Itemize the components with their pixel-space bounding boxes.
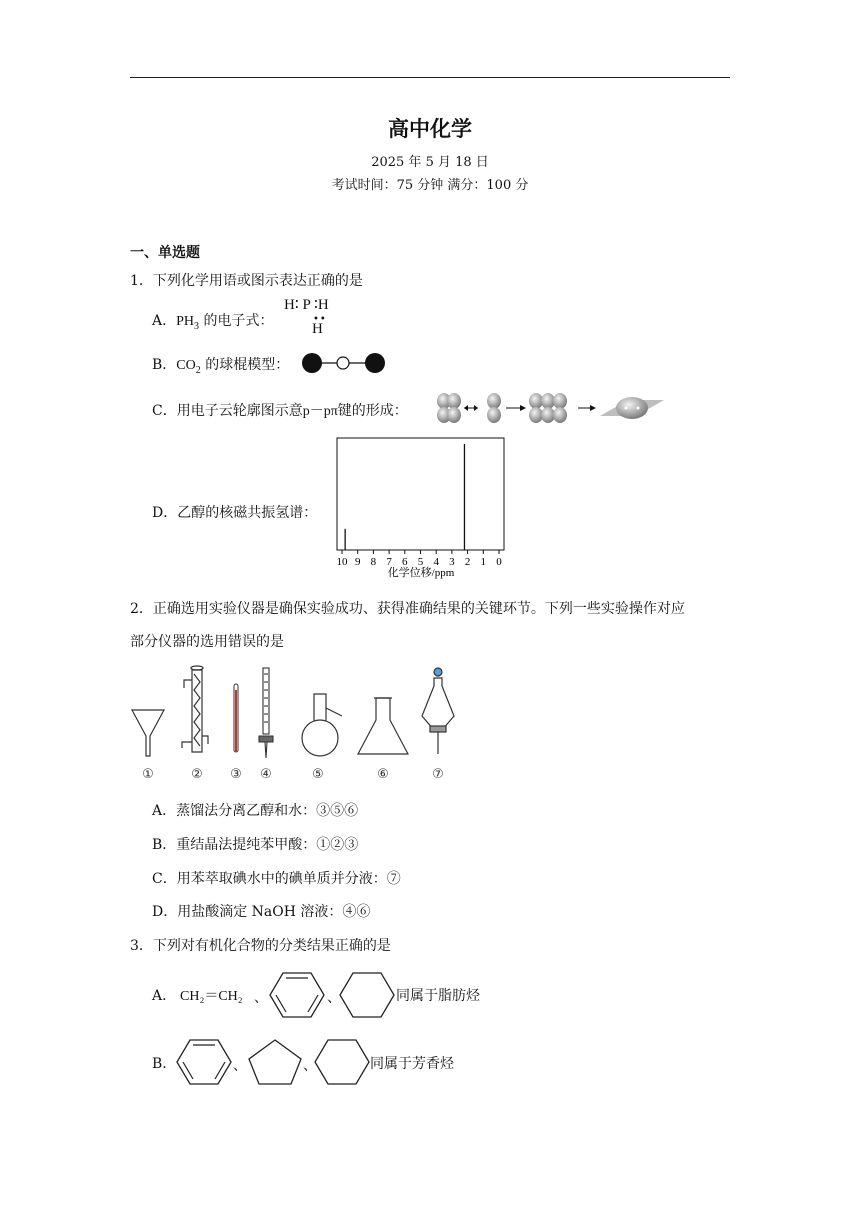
q1-b-prefix: B． — [152, 357, 177, 373]
nmr-tick-label: 6 — [402, 556, 408, 568]
cyclohexane-ring-icon — [340, 970, 396, 1020]
q1-a-prefix: A． — [152, 313, 177, 329]
q2-option-c: C．用苯萃取碘水中的碘单质并分液：⑦ — [152, 871, 401, 887]
q1-option-a — [152, 310, 273, 332]
q2-option-b: B．重结晶法提纯苯甲酸：①②③ — [152, 837, 359, 853]
p-orbital-left — [437, 393, 461, 423]
nmr-tick-label: 5 — [417, 556, 424, 568]
q1-option-c — [152, 400, 408, 420]
nmr-x-label: 化学位移/ppm — [387, 567, 455, 579]
ph3-lewis-top: H∶ P ∶H — [284, 297, 329, 313]
nmr-tick-label: 1 — [480, 556, 487, 568]
q1-option-d: D．乙醇的核磁共振氢谱： — [152, 505, 318, 521]
q3-b-sep2: 、 — [303, 1058, 317, 1074]
q1-b-text: 的球棍模型： — [200, 357, 290, 373]
q1-stem: 1．下列化学用语或图示表达正确的是 — [130, 273, 363, 289]
q3-a-sep2: 、 — [327, 990, 341, 1006]
q1-b-formula: CO — [176, 358, 196, 373]
lone-pair-dots: •• — [313, 314, 327, 325]
q1-a-sub: 3 — [194, 320, 200, 332]
q3-a-prefix: A． — [152, 988, 177, 1004]
nmr-tick-label: 8 — [370, 556, 377, 568]
lab-apparatus-row — [128, 664, 468, 784]
apparatus-label: ⑦ — [432, 767, 444, 782]
q2-stem-line2: 部分仪器的选用错误的是 — [130, 634, 284, 650]
conical-flask-icon — [358, 698, 408, 754]
q3-b-text: 同属于芳香烃 — [370, 1056, 454, 1072]
apparatus-label: ① — [142, 767, 154, 782]
co2-ball-stick-model — [300, 350, 390, 376]
q2-option-a: A．蒸馏法分离乙醇和水：③⑤⑥ — [152, 803, 359, 819]
separatory-funnel-icon — [422, 668, 454, 754]
nmr-tick-label: 2 — [464, 556, 471, 568]
apparatus-label: ③ — [230, 767, 242, 782]
q2-option-d: D．用盐酸滴定 NaOH 溶液：④⑥ — [152, 904, 371, 920]
nmr-tick-label: 7 — [386, 556, 392, 568]
apparatus-label: ⑥ — [377, 767, 389, 782]
page-title: 高中化学 — [388, 116, 472, 141]
nmr-tick-label: 0 — [496, 556, 502, 568]
q1-a-formula: PH — [176, 314, 195, 329]
benzene-ring-icon-b — [177, 1037, 233, 1087]
section-heading: 一、单选题 — [130, 245, 200, 261]
apparatus-label: ⑤ — [312, 767, 324, 782]
q2-stem-line1: 2．正确选用实验仪器是确保实验成功、获得准确结果的关键环节。下列一些实验操作对应 — [130, 601, 685, 617]
condenser-icon — [182, 666, 208, 752]
benzene-ring-icon — [270, 970, 326, 1020]
exam-meta: 考试时间：75 分钟 满分：100 分 — [331, 178, 529, 193]
pi-bond-result — [600, 397, 664, 419]
nmr-frame — [337, 438, 504, 550]
q3-stem: 3．下列对有机化合物的分类结果正确的是 — [130, 938, 391, 954]
distillation-flask-icon — [302, 694, 342, 756]
q1-a-text: 的电子式： — [199, 313, 274, 329]
q1-c-text2: 键的形成： — [337, 403, 408, 419]
p-orbital-right — [487, 393, 501, 423]
q3-b-prefix: B． — [152, 1056, 177, 1072]
nmr-tick-label: 4 — [433, 556, 439, 568]
q3-a-sep1: 、 — [254, 990, 268, 1006]
q3-a-text: 同属于脂肪烃 — [396, 988, 480, 1004]
nmr-tick-label: 3 — [449, 556, 455, 568]
exam-date: 2025 年 5 月 18 日 — [371, 155, 489, 170]
cyclohexane-ring-icon-b — [315, 1037, 371, 1087]
nmr-spectrum-chart — [325, 436, 515, 582]
pi-bond-formation-diagram — [432, 392, 672, 424]
q3-a-formula: CH₂＝CH₂ — [180, 989, 243, 1004]
burette-icon — [259, 668, 273, 758]
apparatus-label: ② — [191, 767, 203, 782]
ph3-lewis-bottom: H — [312, 321, 323, 337]
q1-c-text: C．用电子云轮廓图示意 — [152, 403, 303, 419]
thermometer-icon — [234, 684, 238, 752]
q3-b-sep1: 、 — [233, 1058, 247, 1074]
funnel-icon — [132, 710, 164, 756]
overlapping-orbitals — [529, 393, 567, 423]
q1-option-b — [152, 354, 289, 376]
cyclopentane-ring-icon — [247, 1037, 303, 1087]
nmr-tick-label: 9 — [354, 556, 361, 568]
header-rule — [130, 77, 730, 78]
q1-b-sub: 2 — [195, 364, 201, 376]
nmr-tick-label: 10 — [336, 556, 348, 568]
apparatus-label: ④ — [260, 767, 272, 782]
q1-c-formula: p－pπ — [302, 404, 338, 419]
